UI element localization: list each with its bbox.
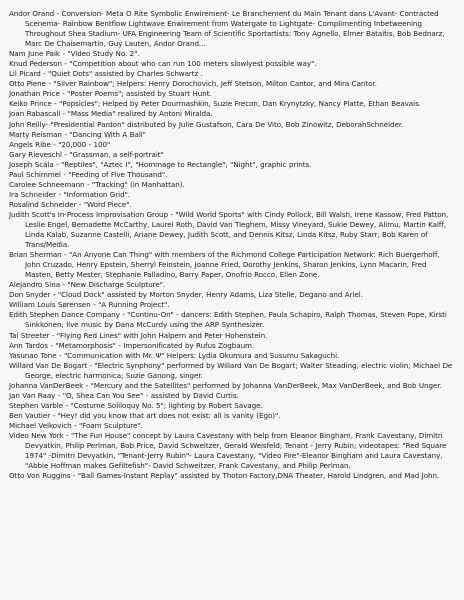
entry-pederson: Knud Pederson - "Competition about who can run 100 meters slowlyest possible way". (9, 59, 317, 69)
entry-scott: Judith Scott's In-Process Improvisation Group - "Wild World Sports" with Cindy Pollock, Bill Walsh, Irene Kassow, Fred Patton, Leslie Engel, Bernadette McCarthy, Laurel Roth, David Van Tieghem, Missy Vineyard, Sukie Dewey, Alimu, Martin Kalff, Linda Kalab, Suzanne Castelli, Ariane Dewey, Judith Scott, and Dennis Kitsz, Linda Kitsz, Ruby Starr, Bob Karen of Trans/Media. (9, 209, 449, 250)
entry-rieveschl: Gary Rieveschl - "Grassman, a self-portrait" (9, 149, 164, 159)
entry-tone: Yasunao Tone - "Communication with Mr. Ψ" Helpers: Lydia Okumura and Susumu Sakaguchi. (9, 350, 340, 360)
entry-rabascall: Joan Rabascall - "Mass Media" realized by Antoni Miralda. (9, 109, 213, 119)
entry-rosalind-schneider: Rosalind Schneider - "Word Piece". (9, 199, 132, 209)
entry-scala: Joseph Scala - "Reptiles", "Aztec I", "Hommage to Rectangle", "Night", graphic prints. (9, 159, 312, 169)
entry-reilly: John Reilly- "Presidential Pardon" distributed by Julie Gustafson, Cara De Vito, Bob Zinowitz, DeborahSchneider. (9, 119, 404, 129)
entry-schimmel: Paul Schimmel - "Feeding of Five Thousand". (9, 169, 168, 179)
entry-stephen: Edith Stephen Dance Company - "Continu-On" - dancers: Edith Stephen, Paula Schapiro, Ralph Thomas, Steven Pope, Kirsti Sinkkonen; live music by Dana McCurdy using the ARP Synthesizer. (9, 310, 447, 330)
entry-piene: Otto Piene - "Silver Rainbow"; Helpers: Henry Dorochovich, Jeff Stetson, Milton Cantor, and Mira Cantor. (9, 79, 377, 89)
entry-van-raay: Jan Van Raay - "O, Shea Can You See" - assisted by David Curtis. (9, 390, 239, 400)
entry-von-ruggins: Otto Von Ruggins - "Ball Games-Instant Replay" assisted by Thoton Factory,DNA Theater, Harold Lindgren, and Mad John. (9, 471, 440, 481)
entry-price: Jonathan Price - "Poster Poems"; assisted by Stuart Hunt. (9, 89, 212, 99)
entry-orand: Andor Orand - Conversion- Meta O Rite Symbolic Enwirement- Le Branchement du Main Tenant dans L'Avant- Contracted Scenema- Rainbow Bentflow Lightwave Enwirement from Watergate to Lightgate- Complimenting Inbetweening Throughout Shea Stadium- UFA Engineering Team of Scientific Sportartists: Tony Agnello, Elmer Bataitis, Bob Bednarz, Marc De Chaisemartin, Guy Lauten, Andor Orand... (9, 9, 445, 49)
entry-sherman: Brian Sherman - "An Anyone Can Thing" with members of the Richmond College Participation Network: Rich Buergerhoff, John Cruzado, Henry Epstein, Sherryl Feinstein, Joanne Fried, Dorothy Jenkins, Sharon Jenkins, Lynn Macarin, Fred Masten, Betty Mester, Stephanie Palladino, Barry Paper, Onofrio Rocco, Ellen Zone. (9, 250, 440, 280)
entry-vautier: Ben Vautier - "Hey! did you know that art does not exist: all is vanity (Ego)". (9, 410, 281, 420)
entry-prince: Keiko Prince - "Popsicles"; Helped by Peter Dourmashkin, Suzie Frecon, Dan Krynytzky, Nancy Platte, Ethan Beavais. (9, 99, 421, 109)
entry-sorensen: William Louis Sørensen - "A Running Project". (9, 300, 170, 310)
entry-ira-schneider: Ira Schneider - "Information Grid". (9, 189, 131, 199)
entry-van-de-bogart: Willard Van De Bogart - "Electric Synphony" performed by Willard Van De Bogart; Walter Steading, electric violin; Michael De George, electric harmonica; Suzie Ganong, singer. (9, 360, 453, 380)
entry-velkovich: Michael Velkovich - "Foam Sculpture". (9, 420, 143, 430)
entry-schneemann: Carolee Schneemann - "Tracking" (in Manhattan). (9, 179, 185, 189)
entry-paik: Nam June Paik - "Video Study No. 2". (9, 49, 140, 59)
entry-streeter: Tal Streeter - "Flying Red Lines" with John Halpern and Peter Hohenstein. (9, 330, 268, 340)
entry-varble: Stephen Varble - "Costume Soliloquy No. 5"; lighting by Robert Savage. (9, 400, 263, 410)
entry-picard: Lil Picard - "Quiet Dots" assisted by Charles Schwartz . (9, 69, 203, 79)
entry-snyder: Don Snyder - "Cloud Dock" assisted by Morton Snyder, Henry Adams, Liza Stelle, Degano and Ariel. (9, 290, 363, 300)
entry-sina: Alejandro Sina - "New Discharge Sculpture". (9, 280, 166, 290)
entry-reisman: Marty Reisman - "Dancing With A Ball" (9, 129, 146, 139)
entry-vanderbeek: Johanna VanDerBeek - "Mercury and the Satellites" performed by Johanna VanDerBeek, Max VanDerBeek, and Bob Unger. (9, 380, 442, 390)
entry-tardos: Ann Tardos - "Metamorphosis" - Impersonificated by Rufus Zogbaum. (9, 340, 255, 350)
entry-video-new-york: Video New York - "The Fun House" concept by Laura Cavestany with help from Eleanor Bingham, Frank Cavestany, Dimitri Devyatkin, Philip Perlman, Bob Price, David Schweitzer, Gerald Weisfeld; Tenant - Jerry Rubin; videotapes: "Red Square 1974" -Dimitri Devyatkin, "Tenant-Jerry Rubin"- Laura Cavestany, "Video Fire"-Eleanor Bingham and Laura Cavestany, "Abbie Hoffman makes Gefiltefish"- David Schweitzer, Frank Cavestany, and Philip Perlman. (9, 430, 447, 471)
entry-ribe: Angels Ribe - "20,000 - 100" (9, 139, 111, 149)
